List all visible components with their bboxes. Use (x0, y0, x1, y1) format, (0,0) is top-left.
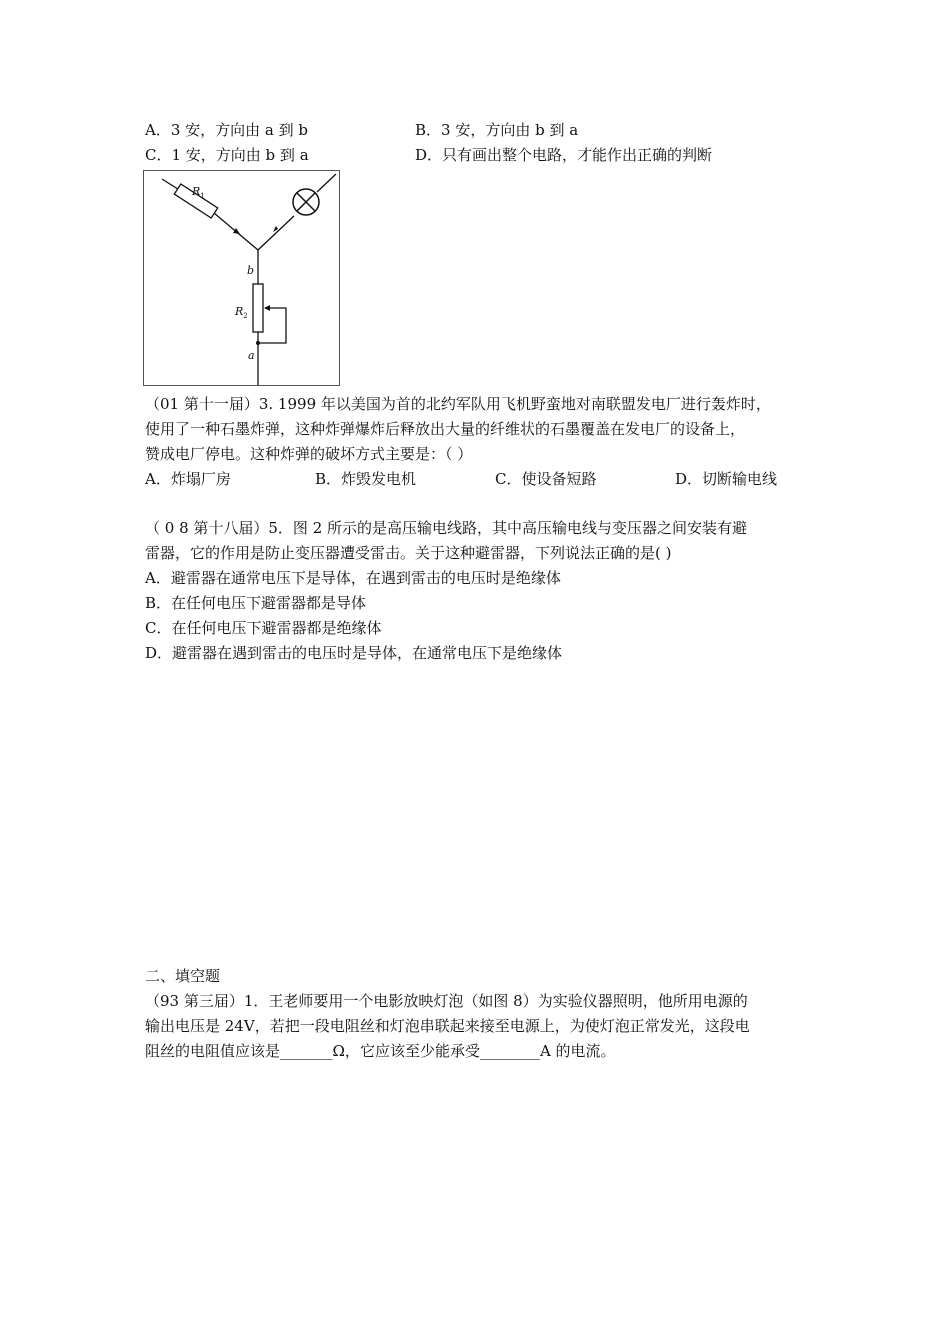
circuit-diagram (143, 170, 340, 386)
resistor-r2 (253, 284, 263, 332)
q5-option-c: C．在任何电压下避雷器都是绝缘体 (145, 619, 382, 637)
q3-line-1: （01 第十一届）3. 1999 年以美国为首的北约军队用飞机野蛮地对南联盟发电厂进行轰炸时， (145, 395, 771, 413)
arrow-r1 (233, 228, 240, 234)
q3-line-2: 使用了一种石墨炸弹，这种炸弹爆炸后释放出大量的纤维状的石墨覆盖在发电厂的设备上， (145, 420, 746, 438)
label-b: b (247, 264, 255, 277)
label-r1: $R_1$ (192, 185, 205, 200)
q3-option-a: A．炸塌厂房 (145, 470, 231, 488)
option-c: C．1 安，方向由 b 到 a (145, 146, 309, 164)
q5-line-2: 雷器，它的作用是防止变压器遭受雷击。关于这种避雷器，下列说法正确的是( ) (145, 544, 672, 562)
option-d: D．只有画出整个电路，才能作出正确的判断 (415, 146, 713, 164)
option-b: B．3 安，方向由 b 到 a (415, 121, 579, 139)
q5-option-b: B．在任何电压下避雷器都是导体 (145, 594, 367, 612)
circuit-svg (144, 171, 339, 385)
q5-option-d: D．避雷器在遇到雷击的电压时是导体，在通常电压下是绝缘体 (145, 644, 563, 662)
label-a: a (248, 349, 255, 362)
junction-dot (256, 341, 260, 345)
lamp-wire (258, 216, 294, 250)
q5-option-a: A．避雷器在通常电压下是导体，在遇到雷击的电压时是绝缘体 (145, 569, 561, 587)
lamp-wire-top (317, 174, 336, 192)
q3-option-d: D．切断输电线 (675, 470, 778, 488)
q3-option-c: C．使设备短路 (495, 470, 597, 488)
label-r2: $R_2$ (235, 305, 248, 320)
fill-q1-line-2: 输出电压是 24V，若把一段电阻丝和灯泡串联起来接至电源上，为使灯泡正常发光，这段电 (145, 1017, 750, 1035)
fill-q1-line-1: （93 第三届）1．王老师要用一个电影放映灯泡（如图 8）为实验仪器照明，他所用电源的 (145, 992, 748, 1010)
q3-option-b: B．炸毁发电机 (315, 470, 417, 488)
rheostat-slider-arrow (264, 305, 270, 311)
lamp-symbol (293, 189, 319, 215)
fill-q1-line-3: 阻丝的电阻值应该是_______Ω，它应该至少能承受________A 的电流。 (145, 1042, 616, 1060)
section-heading: 二、填空题 (145, 967, 221, 985)
option-a: A．3 安，方向由 a 到 b (145, 121, 308, 139)
q5-line-1: （ 0 8 第十八届）5．图 2 所示的是高压输电线路，其中高压输电线与变压器之间安装有避 (145, 519, 748, 537)
q3-line-3: 赞成电厂停电。这种炸弹的破坏方式主要是：（ ） (145, 445, 473, 463)
